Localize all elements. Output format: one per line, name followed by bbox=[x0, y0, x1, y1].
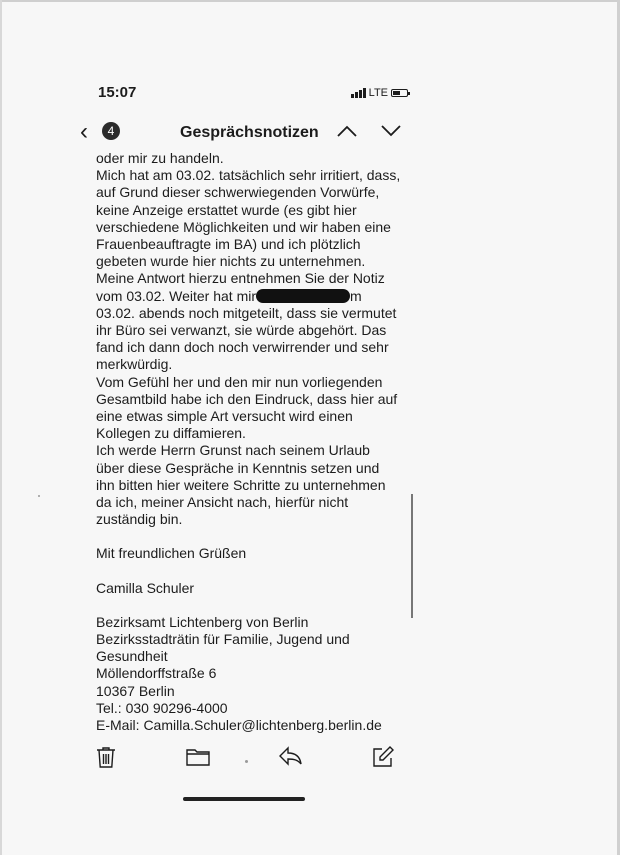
scan-speck bbox=[245, 760, 248, 763]
address-line: Gesundheit bbox=[96, 648, 168, 665]
body-line: verschiedene Möglichkeiten und wir haben eine bbox=[96, 218, 391, 235]
body-line: Gesamtbild habe ich den Eindruck, dass hier auf bbox=[96, 390, 398, 407]
move-to-folder-button[interactable] bbox=[186, 746, 210, 771]
body-line: gebeten wurde hier nichts zu unternehmen. bbox=[96, 253, 366, 270]
chevron-up-icon bbox=[336, 124, 358, 138]
status-time: 15:07 bbox=[98, 84, 137, 101]
compose-button[interactable] bbox=[372, 746, 394, 773]
page-title: Gesprächsnotizen bbox=[180, 124, 319, 141]
back-button[interactable]: ‹ bbox=[80, 118, 88, 145]
page-edge-left bbox=[0, 0, 2, 855]
back-count-badge[interactable]: 4 bbox=[102, 122, 120, 140]
body-line: zuständig bin. bbox=[96, 511, 183, 528]
trash-icon bbox=[96, 746, 116, 768]
body-line: Ich werde Herrn Grunst nach seinem Urlaub bbox=[96, 442, 370, 459]
scan-speck bbox=[38, 495, 40, 497]
redacted-prefix: vom 03.02. Weiter hat mir bbox=[96, 287, 257, 304]
compose-icon bbox=[372, 746, 394, 768]
delete-button[interactable] bbox=[96, 746, 116, 773]
status-bar bbox=[98, 84, 408, 104]
body-line: Vom Gefühl her und den mir nun vorliegenden bbox=[96, 373, 383, 390]
body-line: Kollegen zu diffamieren. bbox=[96, 425, 246, 442]
bottom-toolbar bbox=[96, 746, 396, 772]
closing-line: Mit freundlichen Grüßen bbox=[96, 545, 247, 562]
body-line: ihn bitten hier weitere Schritte zu unternehmen bbox=[96, 476, 386, 493]
body-line: eine etwas simple Art versucht wird einen bbox=[96, 408, 353, 425]
network-label: LTE bbox=[368, 87, 388, 99]
page-edge-top bbox=[0, 0, 620, 2]
body-line: Meine Antwort hierzu entnehmen Sie der Notiz bbox=[96, 270, 385, 287]
reply-button[interactable] bbox=[278, 746, 302, 771]
home-indicator[interactable] bbox=[183, 797, 305, 801]
address-line: Tel.: 030 90296-4000 bbox=[96, 699, 228, 716]
body-line: auf Grund dieser schwerwiegenden Vorwürfe, bbox=[96, 184, 380, 201]
email-line[interactable]: E-Mail: Camilla.Schuler@lichtenberg.berlin.de bbox=[96, 717, 382, 734]
body-line: merkwürdig. bbox=[96, 356, 173, 373]
body-line: da ich, meiner Ansicht nach, hierfür nicht bbox=[96, 494, 349, 511]
redaction-bar bbox=[256, 289, 350, 303]
body-line: Mich hat am 03.02. tatsächlich sehr irritiert, dass, bbox=[96, 167, 401, 184]
body-line: 03.02. abends noch mitgeteilt, dass sie vermutet bbox=[96, 304, 397, 321]
next-message-button[interactable] bbox=[380, 124, 402, 143]
body-line: ihr Büro sei verwanzt, sie würde abgehört. Das bbox=[96, 322, 387, 339]
address-line: Möllendorffstraße 6 bbox=[96, 665, 217, 682]
previous-message-button[interactable] bbox=[336, 124, 358, 143]
status-indicators bbox=[351, 87, 408, 99]
scrollbar[interactable] bbox=[411, 494, 413, 618]
body-line: fand ich dann doch noch verwirrender und sehr bbox=[96, 339, 389, 356]
body-line: keine Anzeige erstattet wurde (es gibt hier bbox=[96, 201, 357, 218]
battery-icon bbox=[391, 89, 408, 97]
message-body bbox=[96, 150, 406, 734]
redacted-suffix: m bbox=[350, 287, 362, 304]
body-line: oder mir zu handeln. bbox=[96, 150, 224, 166]
nav-bar bbox=[80, 118, 410, 150]
address-line: Bezirksstadträtin für Familie, Jugend und bbox=[96, 631, 350, 648]
folder-icon bbox=[186, 746, 210, 766]
reply-icon bbox=[278, 746, 302, 766]
signal-icon bbox=[351, 88, 366, 98]
address-line: 10367 Berlin bbox=[96, 682, 175, 699]
address-line: Bezirksamt Lichtenberg von Berlin bbox=[96, 613, 309, 630]
signature-name: Camilla Schuler bbox=[96, 579, 195, 596]
body-line: Frauenbeauftragte im BA) und ich plötzlich bbox=[96, 236, 361, 253]
body-line: über diese Gespräche in Kenntnis setzen und bbox=[96, 459, 380, 476]
chevron-down-icon bbox=[380, 124, 402, 138]
body-line-redacted bbox=[96, 288, 406, 305]
